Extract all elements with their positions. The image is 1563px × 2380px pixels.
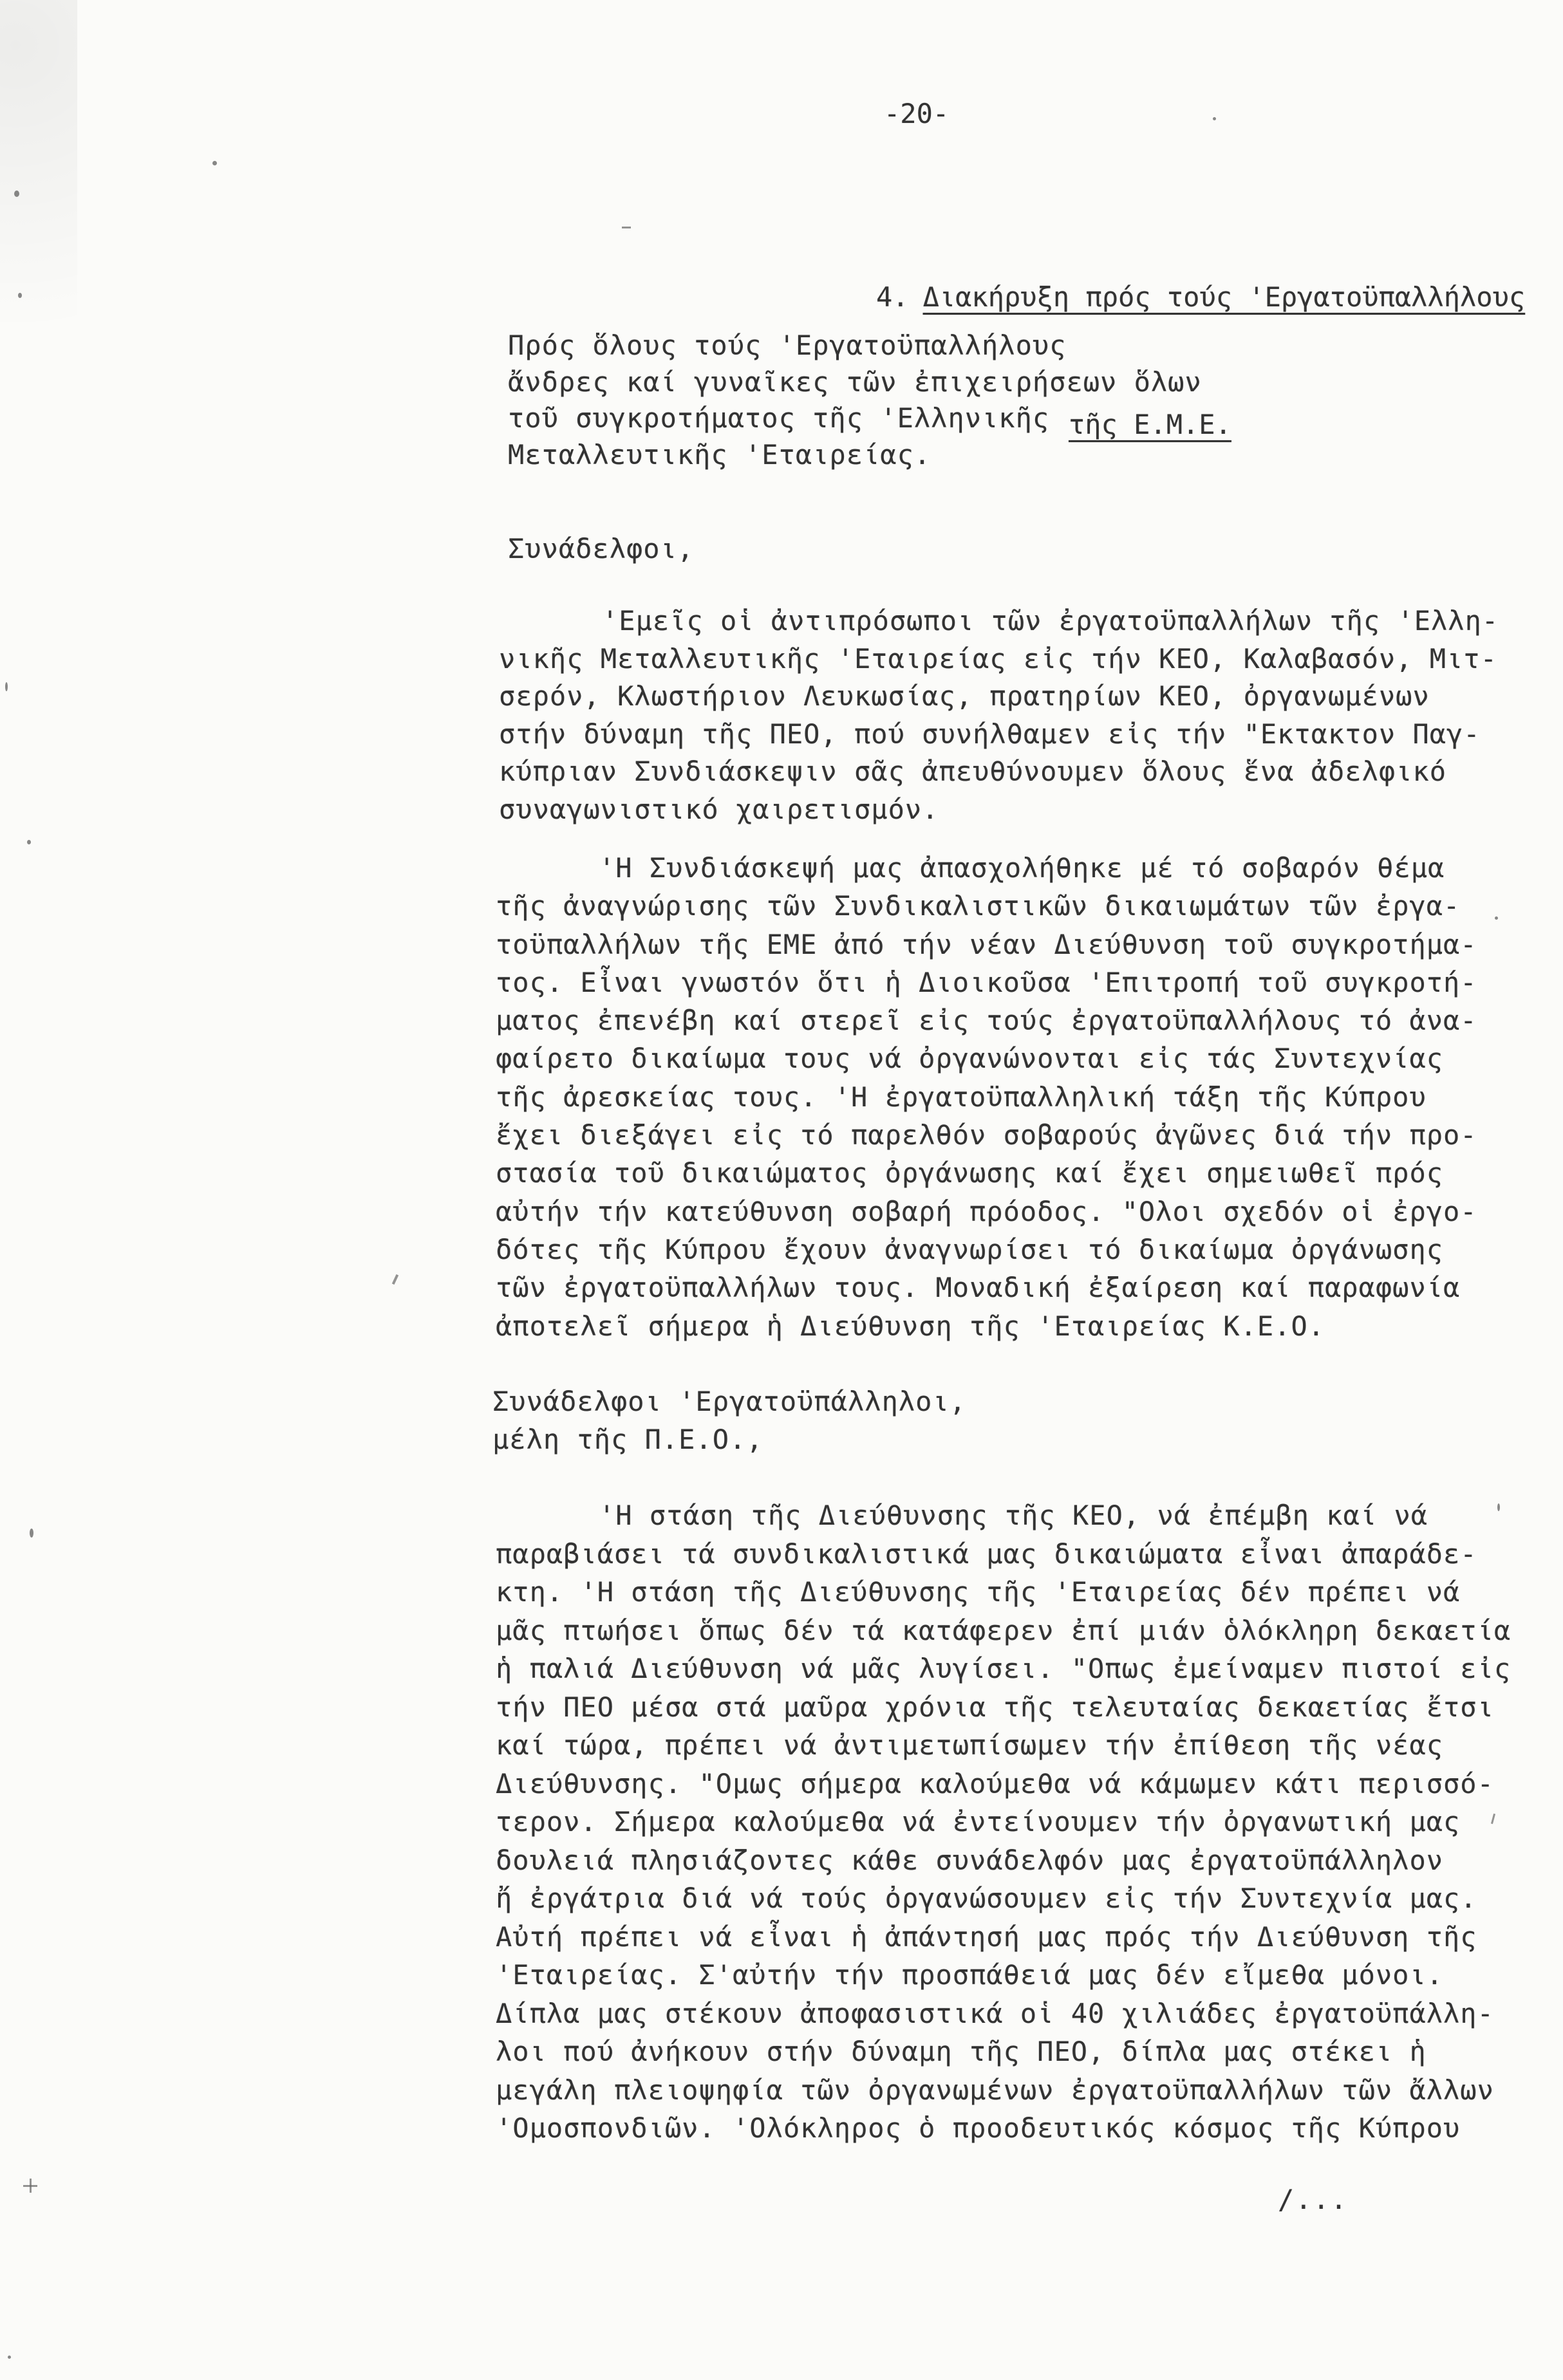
scan-speck — [30, 1529, 33, 1538]
paragraph-line: τῆς ἀναγνώρισης τῶν Συνδικαλιστικῶν δικαιωμάτων τῶν ἐργα- — [496, 890, 1461, 922]
paragraph-line: ματος ἐπενέβη καί στερεῖ εἰς τούς ἐργατοϋπαλλήλους τό ἀνα- — [496, 1005, 1477, 1037]
address-line: Μεταλλευτικῆς 'Εταιρείας. — [508, 438, 931, 470]
address-block-2 — [492, 1382, 966, 1458]
scan-mark — [30, 2179, 32, 2193]
address-block — [508, 328, 1202, 473]
continuation-mark: /... — [1278, 2184, 1349, 2215]
paragraph-line: φαίρετο δικαίωμα τους νά ὀργανώνονται εἰς τάς Συντεχνίας — [496, 1043, 1444, 1075]
paragraph-3 — [496, 1496, 1511, 2148]
paragraph-line: τος. Εἶναι γνωστόν ὅτι ἡ Διοικοῦσα 'Επιτροπή τοῦ συγκροτή- — [496, 966, 1477, 998]
paragraph-line: Διεύθυνσης. "Ομως σήμερα καλούμεθα νά κάμωμεν κάτι περισσό- — [496, 1767, 1494, 1799]
scan-speck — [212, 161, 217, 165]
scan-speck — [18, 293, 22, 298]
paragraph-line: 'Εταιρείας. Σ'αὐτήν τήν προσπάθειά μας δέν εἴμεθα μόνοι. — [496, 1959, 1444, 1991]
scan-mark — [622, 227, 631, 228]
scan-speck — [5, 682, 8, 691]
paragraph-line: συναγωνιστικό χαιρετισμόν. — [499, 793, 939, 825]
paragraph-line: τῆς ἀρεσκείας τους. 'Η ἐργατοϋπαλληλική τάξη τῆς Κύπρου — [496, 1081, 1427, 1113]
paragraph-line: ἤ ἐργάτρια διά νά τούς ὀργανώσουμεν εἰς τήν Συντεχνία μας. — [496, 1883, 1477, 1914]
paragraph-line: τήν ΠΕΟ μέσα στά μαῦρα χρόνια τῆς τελευταίας δεκαετίας ἔτσι — [496, 1691, 1494, 1723]
paragraph-line: κτη. 'Η στάση τῆς Διεύθυνσης τῆς 'Εταιρείας δέν πρέπει νά — [496, 1576, 1461, 1608]
paragraph-line: τοϋπαλλήλων τῆς ΕΜΕ ἀπό τήν νέαν Διεύθυνση τοῦ συγκροτήμα- — [496, 928, 1477, 960]
paragraph-line: ἀποτελεῖ σήμερα ἡ Διεύθυνση τῆς 'Εταιρείας Κ.Ε.Ο. — [496, 1310, 1325, 1342]
paragraph-line: 'Η Συνδιάσκεψή μας ἀπασχολήθηκε μέ τό σοβαρόν θέμα — [599, 852, 1445, 884]
address-line: ἄνδρες καί γυναῖκες τῶν ἐπιχειρήσεων ὅλων — [508, 366, 1202, 398]
section-number: 4. — [876, 281, 909, 313]
address-line: μέλη τῆς Π.Ε.Ο., — [492, 1424, 763, 1455]
section-title-line-1: Διακήρυξη πρός τούς 'Εργατοϋπαλλήλους — [922, 281, 1526, 313]
scan-speck — [14, 191, 19, 197]
address-line: τοῦ συγκροτήματος τῆς 'Ελληνικῆς — [508, 402, 1050, 434]
paragraph-1 — [499, 602, 1499, 828]
paragraph-line: νικῆς Μεταλλευτικῆς 'Εταιρείας εἰς τήν ΚΕΟ, Καλαβασόν, Μιτ- — [499, 642, 1497, 674]
scan-noise — [0, 0, 77, 451]
paragraph-line: ἡ παλιά Διεύθυνση νά μᾶς λυγίσει. "Οπως ἐμείναμεν πιστοί εἰς — [496, 1653, 1512, 1684]
paragraph-line: μᾶς πτωήσει ὅπως δέν τά κατάφερεν ἐπί μιάν ὁλόκληρη δεκαετία — [496, 1614, 1512, 1646]
section-title-line-2: τῆς Ε.Μ.Ε. — [1069, 409, 1231, 440]
paragraph-line: Δίπλα μας στέκουν ἀποφασιστικά οἱ 40 χιλιάδες ἐργατοϋπάλλη- — [496, 1997, 1494, 2029]
paragraph-line: τερον. Σήμερα καλούμεθα νά ἐντείνουμεν τήν ὀργανωτική μας — [496, 1806, 1461, 1837]
scan-speck — [1495, 916, 1498, 920]
paragraph-line: Αὐτή πρέπει νά εἶναι ἡ ἀπάντησή μας πρός τήν Διεύθυνση τῆς — [496, 1920, 1477, 1953]
address-line: Πρός ὅλους τούς 'Εργατοϋπαλλήλους — [508, 330, 1067, 361]
scan-mark — [392, 1274, 398, 1285]
paragraph-line: 'Η στάση τῆς Διεύθυνσης τῆς ΚΕΟ, νά ἐπέμβη καί νά — [599, 1500, 1428, 1531]
page-number: -20- — [884, 98, 950, 129]
paragraph-line: δουλειά πλησιάζοντες κάθε συνάδελφόν μας ἐργατοϋπάλληλον — [496, 1844, 1444, 1876]
paragraph-line: 'Εμεῖς οἱ ἀντιπρόσωποι τῶν ἐργατοϋπαλλήλων τῆς 'Ελλη- — [602, 605, 1499, 637]
paragraph-line: 'Ομοσπονδιῶν. 'Ολόκληρος ὁ προοδευτικός κόσμος τῆς Κύπρου — [496, 2112, 1461, 2144]
paragraph-line: στασία τοῦ δικαιώματος ὀργάνωσης καί ἔχει σημειωθεῖ πρός — [496, 1157, 1444, 1189]
paragraph-line: σερόν, Κλωστήριον Λευκωσίας, πρατηρίων ΚΕΟ, ὀργανωμένων — [499, 680, 1430, 712]
paragraph-line: δότες τῆς Κύπρου ἔχουν ἀναγνωρίσει τό δικαίωμα ὀργάνωσης — [496, 1233, 1444, 1265]
address-line: Συνάδελφοι 'Εργατοϋπάλληλοι, — [492, 1386, 967, 1417]
paragraph-line: αὐτήν τήν κατεύθυνση σοβαρή πρόοδος. "Ολοι σχεδόν οἱ ἐργο- — [496, 1195, 1477, 1227]
paragraph-line: τῶν ἐργατοϋπαλλήλων τους. Μοναδική ἐξαίρεση καί παραφωνία — [496, 1272, 1461, 1304]
scan-speck — [1213, 117, 1216, 120]
paragraph-line: ἔχει διεξάγει εἰς τό παρελθόν σοβαρούς ἀγῶνες διά τήν προ- — [496, 1119, 1477, 1151]
paragraph-2 — [496, 849, 1477, 1345]
paragraph-line: λοι πού ἀνήκουν στήν δύναμη τῆς ΠΕΟ, δίπλα μας στέκει ἡ — [496, 2036, 1427, 2067]
paragraph-line: παραβιάσει τά συνδικαλιστικά μας δικαιώματα εἶναι ἀπαράδε- — [496, 1538, 1477, 1570]
paragraph-line: καί τώρα, πρέπει νά ἀντιμετωπίσωμεν τήν ἐπίθεση τῆς νέας — [496, 1729, 1444, 1761]
salutation: Συνάδελφοι, — [508, 533, 695, 564]
paragraph-line: στήν δύναμη τῆς ΠΕΟ, πού συνήλθαμεν εἰς τήν "Εκτακτον Παγ- — [499, 718, 1481, 750]
paragraph-line: κύπριαν Συνδιάσκεψιν σᾶς ἀπευθύνουμεν ὅλους ἕνα ἀδελφικό — [499, 756, 1447, 787]
paragraph-line: μεγάλη πλειοψηφία τῶν ὀργανωμένων ἐργατοϋπαλλήλων τῶν ἄλλων — [496, 2074, 1494, 2106]
scan-speck — [27, 840, 31, 844]
scan-speck — [8, 2356, 11, 2359]
